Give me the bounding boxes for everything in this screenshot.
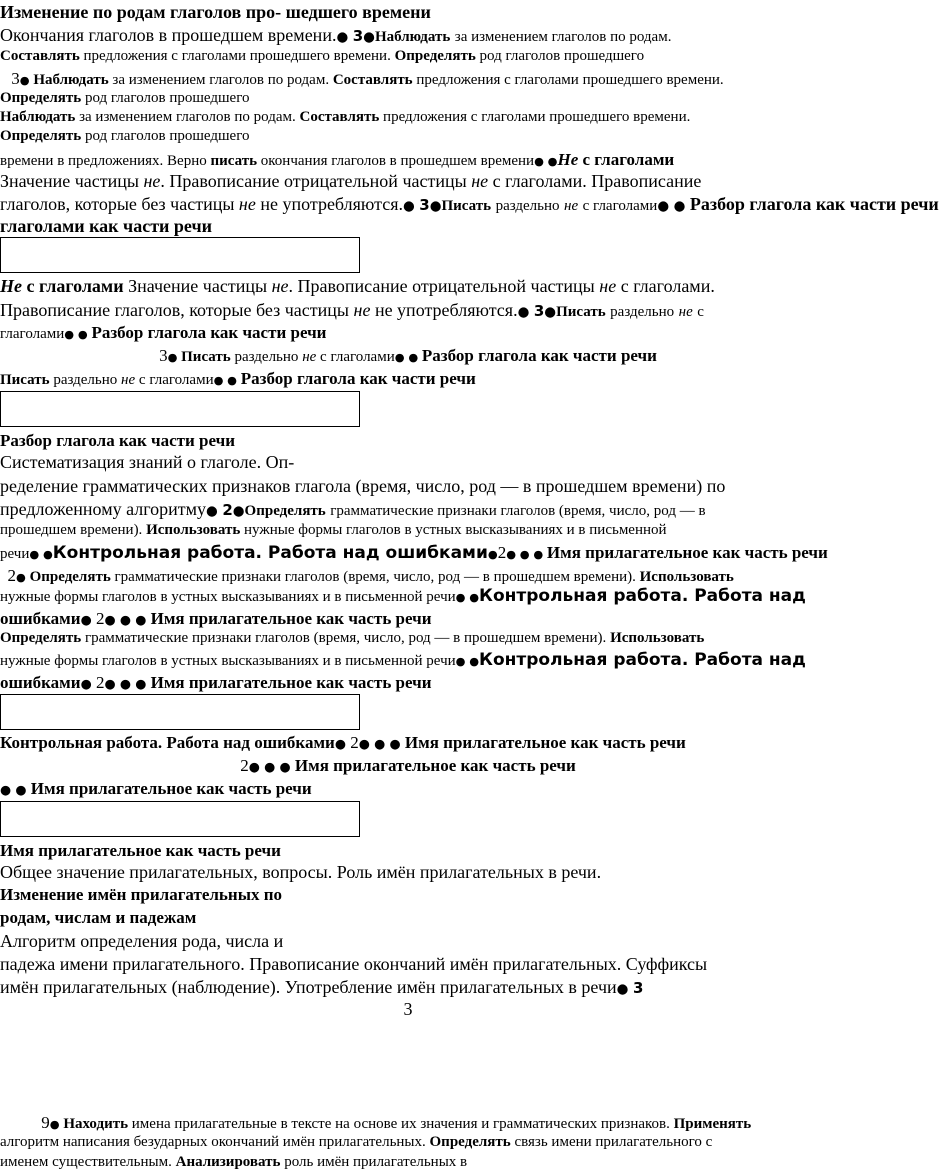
text-line-centered: 3● Писать раздельно не с глаголами● ● Разбор глагола как части речи <box>159 346 657 365</box>
text-line: Алгоритм определения рода, числа и <box>0 931 284 951</box>
text-line: глаголами как части речи <box>0 216 212 236</box>
blank-table-cell <box>0 801 360 837</box>
text-line: Писать раздельно не с глаголами● ● Разбор глагола как части речи <box>0 369 476 388</box>
section-heading-adjective-change: Изменение имён прилагательных по <box>0 885 283 904</box>
section-heading-verb-past-gender: Изменение по родам глаголов про- шедшего времени <box>0 2 431 22</box>
text-line: именем существительным. Анализировать роль имён прилагательных в <box>0 1154 468 1170</box>
text-line: Окончания глаголов в прошедшем времени.● 3●Наблюдать за изменением глаголов по родам. <box>0 25 672 45</box>
text-line: Составлять предложения с глаголами прошедшего времени. Определять род глаголов прошедшего <box>0 48 645 64</box>
text-line: Общее значение прилагательных, вопросы. Роль имён прилагательных в речи. <box>0 862 602 882</box>
text-line: имён прилагательных (наблюдение). Употребление имён прилагательных в речи● 3 <box>0 977 644 997</box>
text-line: ошибками● 2● ● ● Имя прилагательное как часть речи <box>0 673 432 692</box>
text-line: 3● Наблюдать за изменением глаголов по родам. Составлять предложения с глаголами прошедшего времени. <box>11 69 724 88</box>
text-line: времени в предложениях. Верно писать окончания глаголов в прошедшем времени● ●Не с глаголами <box>0 150 675 169</box>
text-line: глаголов, которые без частицы не не употребляются.● 3●Писать раздельно не с глаголами● ● Разбор глагола как части речи <box>0 194 939 214</box>
section-heading-adjective: Имя прилагательное как часть речи <box>0 841 281 860</box>
text-line: алгоритм написания безударных окончаний имён прилагательных. Определять связь имени прилагательного с <box>0 1134 713 1150</box>
text-line: Контрольная работа. Работа над ошибками● 2● ● ● Имя прилагательное как часть речи <box>0 733 686 752</box>
section-heading-adjective-change: родам, числам и падежам <box>0 908 197 927</box>
text-line: речи● ●Контрольная работа. Работа над ошибками●2● ● ● Имя прилагательное как часть речи <box>0 543 828 563</box>
blank-table-cell <box>0 237 360 273</box>
text-line: ошибками● 2● ● ● Имя прилагательное как часть речи <box>0 609 432 628</box>
text-line: предложенному алгоритму● 2●Определять грамматические признаки глаголов (время, число, род — в <box>0 499 706 519</box>
text-line: ределение грамматических признаков глагола (время, число, род — в прошедшем времени) по <box>0 476 726 496</box>
text-line: Правописание глаголов, которые без частицы не не употребляются.● 3●Писать раздельно не с <box>0 300 704 320</box>
text-line: Систематизация знаний о глаголе. Оп- <box>0 452 295 472</box>
text-line-centered: 2● ● ● Имя прилагательное как часть речи <box>240 756 576 775</box>
text-line: глаголами● ● Разбор глагола как части речи <box>0 323 327 342</box>
text-line: Определять грамматические признаки глаголов (время, число, род — в прошедшем времени). Использовать <box>0 630 705 646</box>
text-line: падежа имени прилагательного. Правописание окончаний имён прилагательных. Суффиксы <box>0 954 708 974</box>
text-line: прошедшем времени). Использовать нужные формы глаголов в устных высказываниях и в письменной <box>0 522 667 538</box>
text-line: нужные формы глаголов в устных высказываниях и в письменной речи● ●Контрольная работа. Работа над <box>0 650 806 670</box>
blank-table-cell <box>0 694 360 730</box>
text-line: 2● Определять грамматические признаки глаголов (время, число, род — в прошедшем времени). Использовать <box>7 566 734 585</box>
page-number: 3 <box>403 999 413 1019</box>
blank-table-cell <box>0 391 360 427</box>
text-line: Определять род глаголов прошедшего <box>0 90 250 106</box>
text-line: Определять род глаголов прошедшего <box>0 128 250 144</box>
text-line: Наблюдать за изменением глаголов по родам. Составлять предложения с глаголами прошедшего времени. <box>0 109 691 125</box>
text-line: нужные формы глаголов в устных высказываниях и в письменной речи● ●Контрольная работа. Работа над <box>0 586 806 606</box>
text-line: Не с глаголами Значение частицы не. Правописание отрицательной частицы не с глаголами. <box>0 276 715 296</box>
text-line: ● ● Имя прилагательное как часть речи <box>0 779 312 798</box>
text-line: 9● Находить имена прилагательные в тексте на основе их значения и грамматических признаков. Применять <box>41 1113 752 1132</box>
text-line: Значение частицы не. Правописание отрицательной частицы не с глаголами. Правописание <box>0 171 702 191</box>
section-heading-verb-analysis: Разбор глагола как части речи <box>0 431 236 450</box>
